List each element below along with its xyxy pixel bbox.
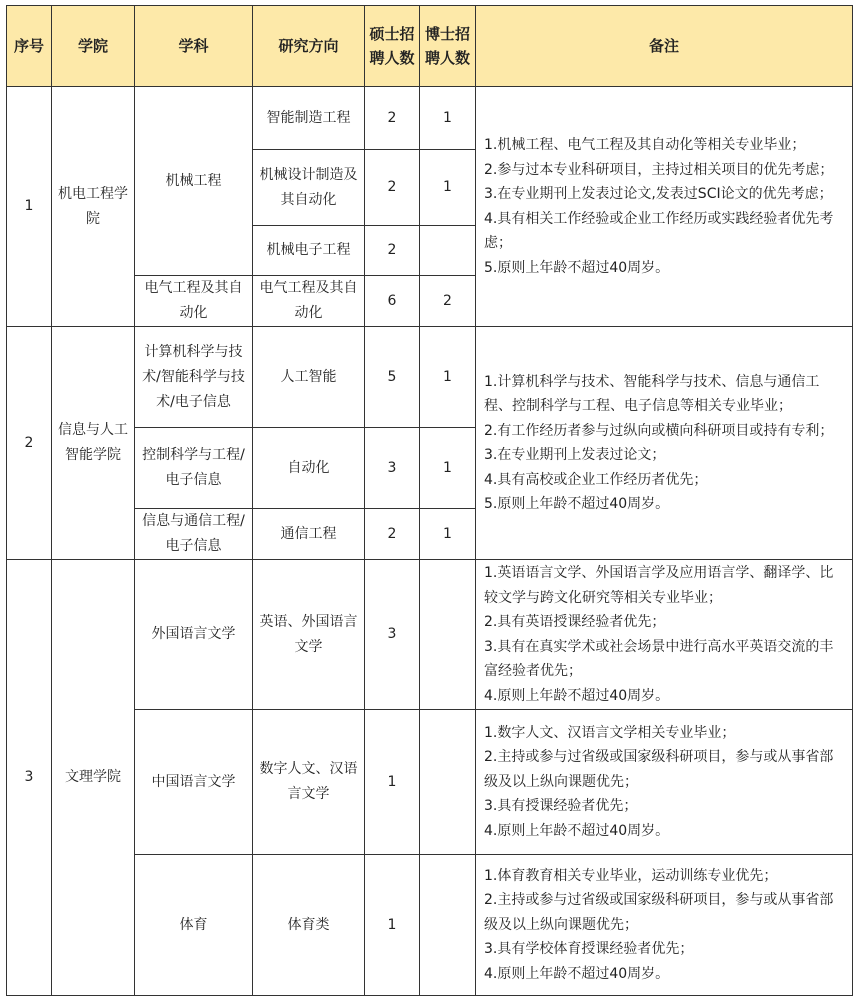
remark-line: 4.具有相关工作经验或企业工作经历或实践经验者优先考虑； <box>484 210 834 251</box>
master-count-cell: 6 <box>365 276 420 327</box>
remark-line: 1.数字人文、汉语言文学相关专业毕业； <box>484 724 736 741</box>
direction-cell: 数字人文、汉语言文学 <box>253 710 365 855</box>
header-remarks: 备注 <box>476 6 853 87</box>
doctor-count-cell <box>420 855 476 996</box>
header-master-count: 硕士招聘人数 <box>365 6 420 87</box>
remarks-cell <box>476 327 853 560</box>
master-count-cell: 3 <box>365 560 420 710</box>
doctor-count-cell <box>420 226 476 276</box>
remark-line: 3.具有授课经验者优先； <box>484 798 638 815</box>
master-count-cell: 5 <box>365 327 420 428</box>
direction-cell: 机械电子工程 <box>253 226 365 276</box>
doctor-count-cell <box>420 560 476 710</box>
remarks-cell <box>476 855 853 996</box>
remark-line: 2.具有英语授课经验者优先； <box>484 614 666 630</box>
direction-cell: 通信工程 <box>253 509 365 560</box>
remark-line: 2.主持或参与过省级或国家级科研项目，参与或从事省部级及以上纵向课题优先； <box>484 749 834 790</box>
header-college: 学院 <box>52 6 135 87</box>
master-count-cell: 1 <box>365 710 420 855</box>
direction-cell: 电气工程及其自动化 <box>253 276 365 327</box>
remark-line: 2.参与过本专业科研项目，主持过相关项目的优先考虑； <box>484 161 834 178</box>
seq-cell: 1 <box>7 87 52 327</box>
remark-line: 5.原则上年龄不超过40周岁。 <box>484 259 670 276</box>
remark-line: 3.在专业期刊上发表过论文,发表过SCI论文的优先考虑； <box>484 186 833 202</box>
doctor-count-cell: 1 <box>420 327 476 428</box>
seq-cell: 3 <box>7 560 52 996</box>
table-row <box>7 87 853 150</box>
doctor-count-cell: 1 <box>420 428 476 509</box>
direction-cell: 人工智能 <box>253 327 365 428</box>
master-count-cell: 2 <box>365 509 420 560</box>
master-count-cell: 1 <box>365 855 420 996</box>
remark-line: 2.主持或参与过省级或国家级科研项目，参与或从事省部级及以上纵向课题优先； <box>484 892 834 933</box>
direction-cell: 机械设计制造及其自动化 <box>253 150 365 226</box>
remark-line: 5.原则上年龄不超过40周岁。 <box>484 496 670 512</box>
direction-cell: 自动化 <box>253 428 365 509</box>
header-row <box>7 6 853 87</box>
discipline-cell: 体育 <box>135 855 253 996</box>
doctor-count-cell: 1 <box>420 87 476 150</box>
college-cell: 机电工程学院 <box>52 87 135 327</box>
remarks-cell <box>476 710 853 855</box>
master-count-cell: 2 <box>365 150 420 226</box>
remark-line: 4.原则上年龄不超过40周岁。 <box>484 965 670 982</box>
master-count-cell: 2 <box>365 226 420 276</box>
discipline-cell: 电气工程及其自动化 <box>135 276 253 327</box>
doctor-count-cell: 1 <box>420 150 476 226</box>
recruitment-table <box>6 5 853 996</box>
direction-cell: 体育类 <box>253 855 365 996</box>
discipline-cell: 计算机科学与技术/智能科学与技术/电子信息 <box>135 327 253 428</box>
discipline-cell: 中国语言文学 <box>135 710 253 855</box>
discipline-cell: 控制科学与工程/电子信息 <box>135 428 253 509</box>
remark-line: 4.原则上年龄不超过40周岁。 <box>484 822 670 839</box>
remarks-cell <box>476 560 853 710</box>
header-direction: 研究方向 <box>253 6 365 87</box>
direction-cell: 英语、外国语言文学 <box>253 560 365 710</box>
header-discipline: 学科 <box>135 6 253 87</box>
header-seq: 序号 <box>7 6 52 87</box>
table-row <box>7 560 853 710</box>
college-cell: 信息与人工智能学院 <box>52 327 135 560</box>
discipline-cell: 外国语言文学 <box>135 560 253 710</box>
remark-line: 1.机械工程、电气工程及其自动化等相关专业毕业； <box>484 137 806 153</box>
remark-line: 3.具有学校体育授课经验者优先； <box>484 941 694 958</box>
remark-line: 4.具有高校或企业工作经历者优先； <box>484 471 708 488</box>
remark-line: 1.计算机科学与技术、智能科学与技术、信息与通信工程、控制科学与工程、电子信息等相关专业毕业； <box>484 373 820 414</box>
college-cell: 文理学院 <box>52 560 135 996</box>
doctor-count-cell: 1 <box>420 509 476 560</box>
remark-line: 4.原则上年龄不超过40周岁。 <box>484 687 670 704</box>
discipline-cell: 信息与通信工程/电子信息 <box>135 509 253 560</box>
doctor-count-cell <box>420 710 476 855</box>
table-row <box>7 327 853 428</box>
header-doctor-count: 博士招聘人数 <box>420 6 476 87</box>
doctor-count-cell: 2 <box>420 276 476 327</box>
remarks-cell <box>476 87 853 327</box>
remark-line: 2.有工作经历者参与过纵向或横向科研项目或持有专利； <box>484 422 834 439</box>
master-count-cell: 2 <box>365 87 420 150</box>
direction-cell: 智能制造工程 <box>253 87 365 150</box>
remark-line: 3.具有在真实学术或社会场景中进行高水平英语交流的丰富经验者优先； <box>484 638 834 679</box>
remark-line: 1.英语语言文学、外国语言学及应用语言学、翻译学、比较文学与跨文化研究等相关专业毕业； <box>484 565 834 606</box>
seq-cell: 2 <box>7 327 52 560</box>
remark-line: 3.在专业期刊上发表过论文； <box>484 447 666 463</box>
discipline-cell: 机械工程 <box>135 87 253 276</box>
master-count-cell: 3 <box>365 428 420 509</box>
remark-line: 1.体育教育相关专业毕业，运动训练专业优先； <box>484 867 778 884</box>
